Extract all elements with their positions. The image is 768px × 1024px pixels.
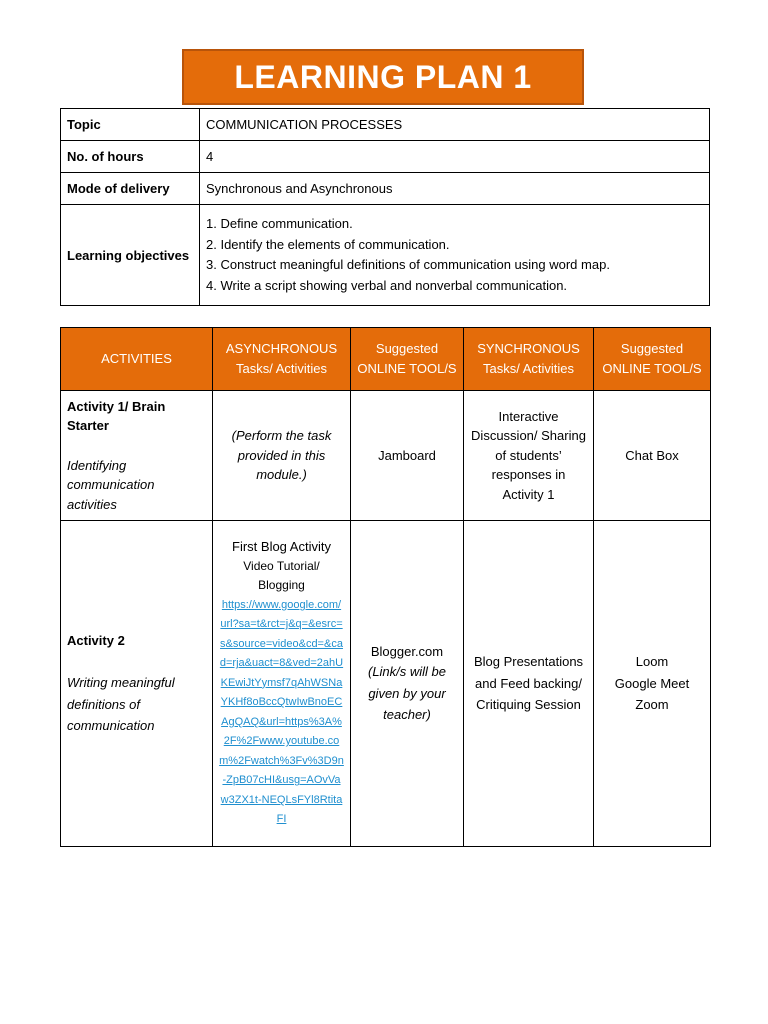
page-title: LEARNING PLAN 1: [234, 58, 532, 95]
table-row: [61, 521, 711, 847]
activities-table: [60, 327, 711, 847]
objectives-row: [61, 205, 710, 306]
objectives-label: Learning objectives: [61, 205, 200, 306]
mode-value: Synchronous and Asynchronous: [200, 173, 710, 205]
header-activities: ACTIVITIES: [61, 328, 213, 391]
sync-tool: [594, 521, 711, 847]
async-tool-note: (Link/s will be given by your teacher): [367, 664, 447, 722]
objective-item: 4. Write a script showing verbal and nonverbal communication.: [206, 277, 568, 293]
topic-row: [61, 109, 710, 141]
learning-plan-banner: [182, 49, 584, 105]
activity-title: Activity 2: [67, 632, 125, 648]
async-task: (Perform the task provided in this module.): [213, 391, 351, 521]
sync-tool-item: Google Meet: [614, 675, 690, 691]
async-tool: [351, 521, 464, 847]
hours-value: 4: [200, 141, 710, 173]
async-tool: Jamboard: [351, 391, 464, 521]
info-table: [60, 108, 710, 306]
objective-item: 2. Identify the elements of communication.: [206, 236, 450, 252]
mode-row: [61, 173, 710, 205]
header-async-tools: Suggested ONLINE TOOL/S: [351, 328, 464, 391]
sync-tool-item: Zoom: [635, 697, 669, 713]
activities-header-row: [61, 328, 711, 391]
async-task-title: First Blog Activity: [232, 539, 331, 555]
sync-tool: Chat Box: [594, 391, 711, 521]
async-task-subtitle: Video Tutorial/ Blogging: [243, 558, 320, 593]
activity-description: Writing meaningful definitions of communication: [67, 675, 175, 733]
objective-item: 1. Define communication.: [206, 216, 353, 231]
objective-item: 3. Construct meaningful definitions of communication using word map.: [206, 257, 610, 272]
table-row: [61, 391, 711, 521]
header-sync-tasks: SYNCHRONOUS Tasks/ Activities: [464, 328, 594, 391]
header-sync-tools: Suggested ONLINE TOOL/S: [594, 328, 711, 391]
video-tutorial-link[interactable]: https://www.google.com/url?sa=t&rct=j&q=&esrc=s&source=video&cd=&cad=rja&uact=8&ved=2ahUKEwiJtYymsf7qAhWSNaYKHf8oBccQtwIwBnoECAgQAQ&url=https%3A%2F%2Fwww.youtube.com%2Fwatch%3Fv%3D9n-ZpB07cHI&usg=AOvVaw3ZX1t-NEQLsFYl8RtitaFI: [219, 598, 344, 826]
hours-row: [61, 141, 710, 173]
sync-task: Blog Presentations and Feed backing/ Critiquing Session: [464, 521, 594, 847]
sync-task: Interactive Discussion/ Sharing of students’ responses in Activity 1: [464, 391, 594, 521]
header-async-tasks: ASYNCHRONOUS Tasks/ Activities: [213, 328, 351, 391]
async-task: [213, 521, 351, 847]
activity-description: Identifying communication activities: [67, 457, 155, 512]
objectives-list: [200, 205, 710, 306]
topic-value: COMMUNICATION PROCESSES: [200, 109, 710, 141]
async-tool-name: Blogger.com: [370, 643, 444, 659]
hours-label: No. of hours: [61, 141, 200, 173]
mode-label: Mode of delivery: [61, 173, 200, 205]
activity-1-cell: [61, 391, 213, 521]
topic-label: Topic: [61, 109, 200, 141]
activity-title: Activity 1/ Brain Starter: [67, 398, 166, 434]
activity-2-cell: [61, 521, 213, 847]
sync-tool-item: Loom: [635, 654, 669, 670]
